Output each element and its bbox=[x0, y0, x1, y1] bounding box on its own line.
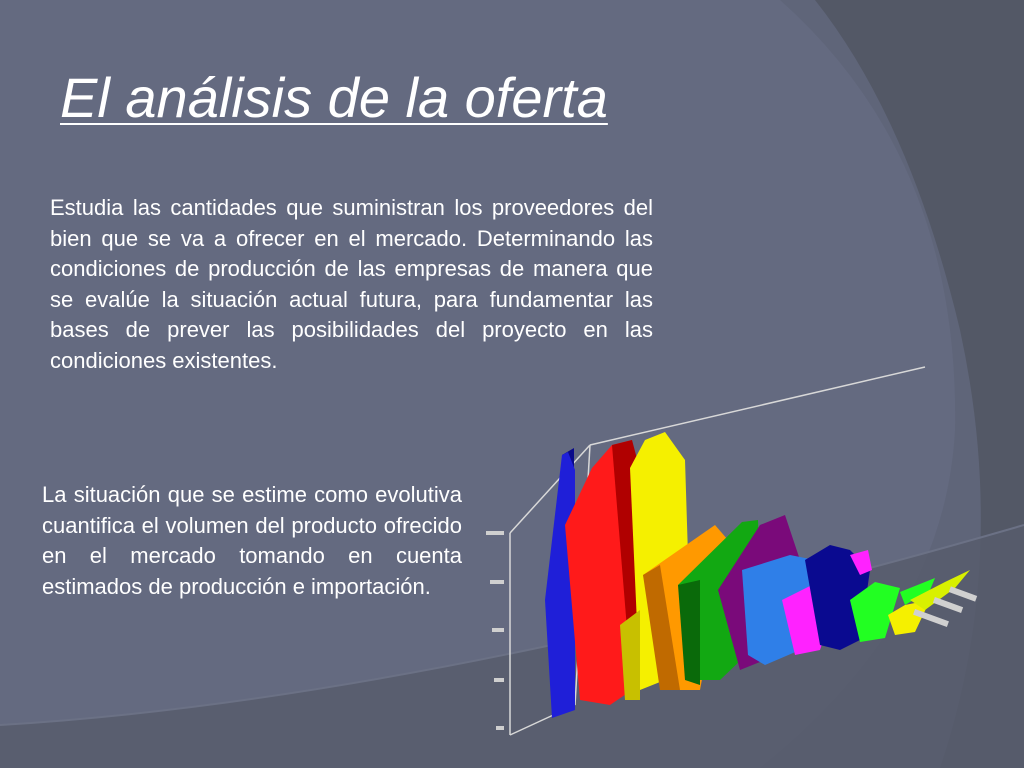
y-tick-mark bbox=[492, 628, 504, 632]
body-paragraph-2: La situación que se estime como evolutiva cuantifica el volumen del producto ofrecido en el mercado tomando en cuenta estimados de producción e importación. bbox=[42, 482, 462, 599]
chart-frame-edge bbox=[590, 367, 925, 445]
x-axis-label bbox=[949, 586, 977, 601]
y-tick-mark bbox=[494, 678, 504, 682]
x-axis-label bbox=[933, 597, 963, 613]
slide-title: El análisis de la oferta bbox=[60, 66, 608, 129]
y-tick-mark bbox=[496, 726, 504, 730]
y-tick-mark bbox=[490, 580, 504, 584]
body-paragraph-1: Estudia las cantidades que suministran los proveedores del bien que se va a ofrecer en el mercado. Determinando las condiciones de producción de las empresas de manera que se evalúe la situación actual futura, para fundamentar las bases de prever las posibilidades del proyecto en las condiciones existentes. bbox=[50, 195, 653, 373]
chart-columns bbox=[545, 432, 970, 718]
chart-tick-marks bbox=[486, 531, 504, 730]
y-tick-mark bbox=[486, 531, 504, 535]
chart-image bbox=[470, 360, 990, 745]
